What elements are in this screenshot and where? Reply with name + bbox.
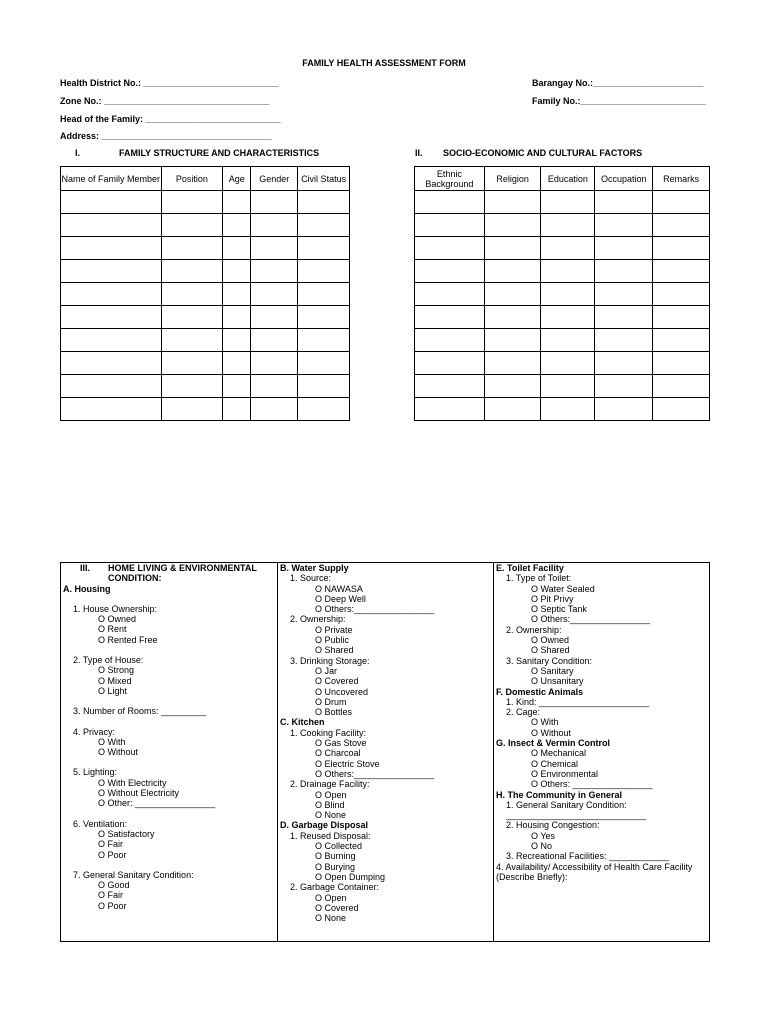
table-cell[interactable] <box>595 260 653 283</box>
checkbox-option[interactable]: O None <box>315 913 347 924</box>
table-cell[interactable] <box>541 329 595 352</box>
checkbox-option[interactable]: O Gas Stove <box>315 738 367 749</box>
table-cell[interactable] <box>595 306 653 329</box>
checkbox-option[interactable]: O Water Sealed <box>531 583 595 594</box>
table-cell[interactable] <box>541 283 595 306</box>
table-cell[interactable] <box>415 260 485 283</box>
table-cell[interactable] <box>223 260 251 283</box>
section2-number: II. <box>415 148 423 158</box>
checkbox-option[interactable]: O Owned <box>531 635 570 646</box>
table-cell[interactable] <box>415 352 485 375</box>
table-cell[interactable] <box>251 352 298 375</box>
table-cell[interactable] <box>541 191 595 214</box>
checkbox-option[interactable]: O Covered <box>315 676 359 687</box>
checkbox-option[interactable]: O Drum <box>315 696 347 707</box>
table-cell[interactable] <box>161 283 223 306</box>
table-cell[interactable] <box>595 237 653 260</box>
barangay-field[interactable]: Barangay No.:______________________ <box>532 78 704 88</box>
table-cell[interactable] <box>161 214 223 237</box>
table-cell[interactable] <box>223 352 251 375</box>
table-cell[interactable] <box>541 398 595 421</box>
question-item: 2. Drainage Facility: <box>290 779 370 790</box>
table-cell[interactable] <box>653 237 710 260</box>
table-cell[interactable] <box>161 237 223 260</box>
column-header: Position <box>161 167 223 191</box>
section2-heading <box>415 148 642 158</box>
table-row <box>415 329 710 352</box>
table-cell[interactable] <box>653 375 710 398</box>
table-row <box>61 398 350 421</box>
checkbox-option[interactable]: O Rent <box>98 624 127 635</box>
subsection-heading: D. Garbage Disposal <box>280 820 369 831</box>
subsection-heading: F. Domestic Animals <box>496 686 584 697</box>
table-cell[interactable] <box>653 191 710 214</box>
table-cell[interactable] <box>484 329 541 352</box>
table-cell[interactable] <box>223 329 251 352</box>
socio-economic-table <box>414 166 710 421</box>
zone-field[interactable]: Zone No.: _________________________________ <box>60 96 270 106</box>
checkbox-option[interactable]: O NAWASA <box>315 583 363 594</box>
table-cell[interactable] <box>484 306 541 329</box>
question-item: 1. Source: <box>290 573 332 584</box>
table-cell[interactable] <box>541 306 595 329</box>
question-item: 2. Type of House: <box>73 655 144 666</box>
table-cell[interactable] <box>298 214 350 237</box>
checkbox-option[interactable]: O Covered <box>315 902 359 913</box>
table-cell[interactable] <box>541 375 595 398</box>
table-cell[interactable] <box>161 306 223 329</box>
table-cell[interactable] <box>61 398 162 421</box>
question-item: 3. Drinking Storage: <box>290 655 370 666</box>
table-cell[interactable] <box>484 214 541 237</box>
checkbox-option[interactable]: O Light <box>98 685 128 696</box>
checkbox-option[interactable]: O Private <box>315 624 353 635</box>
checkbox-option[interactable]: O Yes <box>531 830 556 841</box>
question-item: 3. Number of Rooms: _________ <box>73 706 207 717</box>
checkbox-option[interactable]: O Public <box>315 635 350 646</box>
question-item: 6. Ventilation: <box>73 818 128 829</box>
spacer <box>63 860 275 870</box>
subsection-heading: E. Toilet Facility <box>496 563 564 573</box>
checkbox-option[interactable]: O Other: ________________ <box>98 798 216 809</box>
checkbox-option[interactable]: O Collected <box>315 841 363 852</box>
table-row <box>61 237 350 260</box>
family-structure-table <box>60 166 350 421</box>
table-row <box>61 260 350 283</box>
table-row <box>415 398 710 421</box>
table-cell[interactable] <box>251 283 298 306</box>
checkbox-option[interactable]: O Chemical <box>531 758 579 769</box>
table-row <box>415 260 710 283</box>
checkbox-option[interactable]: O Others:________________ <box>531 614 651 625</box>
table-cell[interactable] <box>298 375 350 398</box>
table-cell[interactable] <box>484 191 541 214</box>
table-row <box>415 237 710 260</box>
checkbox-option[interactable]: O Mixed <box>98 675 132 686</box>
subsection-heading: G. Insect & Vermin Control <box>496 738 611 749</box>
table-cell[interactable] <box>251 306 298 329</box>
table-row <box>415 283 710 306</box>
checkbox-option[interactable]: O Bottles <box>315 707 353 718</box>
spacer <box>63 717 275 727</box>
column-header: Ethnic Background <box>415 167 485 191</box>
checkbox-option[interactable]: O Strong <box>98 665 135 676</box>
checkbox-option[interactable]: O Others:________________ <box>315 604 435 615</box>
checkbox-option[interactable]: O Burying <box>315 861 356 872</box>
checkbox-option[interactable]: O Environmental <box>531 768 599 779</box>
column-header: Age <box>223 167 251 191</box>
section3-title-line2: CONDITION: <box>108 573 162 584</box>
checkbox-option[interactable]: O No <box>531 841 553 852</box>
checkbox-option[interactable]: O None <box>315 810 347 821</box>
table-cell[interactable] <box>298 398 350 421</box>
table-cell[interactable] <box>415 191 485 214</box>
table-cell[interactable] <box>484 398 541 421</box>
checkbox-option[interactable]: O Others:________________ <box>315 768 435 779</box>
table-cell[interactable] <box>223 237 251 260</box>
table-cell[interactable] <box>484 260 541 283</box>
question-item: 4. Availability/ Accessibility of Health Care Facility <box>496 861 693 872</box>
table-cell[interactable] <box>653 283 710 306</box>
table-cell[interactable] <box>251 237 298 260</box>
table-cell[interactable] <box>223 398 251 421</box>
section1-heading <box>75 148 319 158</box>
table-cell[interactable] <box>653 306 710 329</box>
table-cell[interactable] <box>223 306 251 329</box>
table-cell[interactable] <box>251 375 298 398</box>
table-cell[interactable] <box>415 283 485 306</box>
checkbox-option[interactable]: O Owned <box>98 614 137 625</box>
table-cell[interactable] <box>298 352 350 375</box>
head-of-family-field[interactable]: Head of the Family: ___________________________ <box>60 114 281 124</box>
column-header: Civil Status <box>298 167 350 191</box>
table-cell[interactable] <box>298 306 350 329</box>
table-cell[interactable] <box>161 329 223 352</box>
column-header: Occupation <box>595 167 653 191</box>
table-cell[interactable] <box>251 260 298 283</box>
checkbox-option[interactable]: O Unsanitary <box>531 676 584 687</box>
question-item: 2. Cage: <box>506 707 541 718</box>
question-item: 1. Kind: ______________________ <box>506 696 650 707</box>
table-cell[interactable] <box>595 352 653 375</box>
question-item: 3. Recreational Facilities: ____________ <box>506 851 670 862</box>
table-cell[interactable] <box>298 191 350 214</box>
address-field[interactable]: Address: __________________________________ <box>60 131 272 141</box>
checkbox-option[interactable]: O Fair <box>98 890 124 901</box>
table-cell[interactable] <box>415 306 485 329</box>
checkbox-option[interactable]: O Shared <box>531 645 570 656</box>
column-header: Remarks <box>653 167 710 191</box>
question-item: 2. Garbage Container: <box>290 882 380 893</box>
table-cell[interactable] <box>653 329 710 352</box>
checkbox-option[interactable]: O With Electricity <box>98 777 167 788</box>
table-cell[interactable] <box>541 214 595 237</box>
table-cell[interactable] <box>595 375 653 398</box>
section3-title-line1: HOME LIVING & ENVIRONMENTAL <box>108 563 257 573</box>
column-header: Education <box>541 167 595 191</box>
subsection-heading: A. Housing <box>63 583 111 594</box>
subsection-heading: B. Water Supply <box>280 563 349 573</box>
table-cell[interactable] <box>541 352 595 375</box>
table-cell[interactable] <box>595 214 653 237</box>
table-cell[interactable] <box>484 283 541 306</box>
table-row <box>61 191 350 214</box>
question-item: 7. General Sanitary Condition: <box>73 869 194 880</box>
column-housing <box>63 563 275 911</box>
table-cell[interactable] <box>484 237 541 260</box>
checkbox-option[interactable]: O Without Electricity <box>98 788 180 799</box>
checkbox-option[interactable]: O Electric Stove <box>315 758 380 769</box>
table-row <box>61 306 350 329</box>
table-cell[interactable] <box>223 375 251 398</box>
column-toilet-animals-community <box>496 563 709 882</box>
question-item: 1. General Sanitary Condition: <box>506 799 627 810</box>
table-row <box>61 329 350 352</box>
checkbox-option[interactable]: O Good <box>98 880 130 891</box>
question-item: 2. Housing Congestion: <box>506 820 600 831</box>
table-cell[interactable] <box>251 214 298 237</box>
table-cell[interactable] <box>298 283 350 306</box>
checkbox-option[interactable]: O Others: ________________ <box>531 779 653 790</box>
question-item: 1. Cooking Facility: <box>290 727 367 738</box>
table-cell[interactable] <box>61 214 162 237</box>
checkbox-option[interactable]: O Charcoal <box>315 748 361 759</box>
table-cell[interactable] <box>595 191 653 214</box>
health-district-field[interactable]: Health District No.: ___________________________ <box>60 78 279 88</box>
checkbox-option[interactable]: O Open <box>315 789 347 800</box>
table-cell[interactable] <box>61 237 162 260</box>
table-row <box>61 352 350 375</box>
table-cell[interactable] <box>415 214 485 237</box>
spacer <box>63 809 275 819</box>
table-row <box>415 191 710 214</box>
section3-number: III. <box>80 563 91 573</box>
column-water-kitchen-garbage <box>280 563 490 923</box>
checkbox-option[interactable]: O Deep Well <box>315 593 366 604</box>
table-cell[interactable] <box>595 283 653 306</box>
table-cell[interactable] <box>61 306 162 329</box>
table-cell[interactable] <box>61 260 162 283</box>
table-cell[interactable] <box>484 375 541 398</box>
checkbox-option[interactable]: O Mechanical <box>531 748 587 759</box>
question-item: (Describe Briefly): <box>496 871 568 882</box>
checkbox-option[interactable]: O With <box>98 736 126 747</box>
table-cell[interactable] <box>251 191 298 214</box>
checkbox-option[interactable]: O Open <box>315 892 347 903</box>
question-item: 4. Privacy: <box>73 726 116 737</box>
column-divider <box>277 563 278 941</box>
question-item: 5. Lighting: <box>73 767 118 778</box>
table-cell[interactable] <box>595 329 653 352</box>
table-cell[interactable] <box>298 329 350 352</box>
table-cell[interactable] <box>298 237 350 260</box>
table-cell[interactable] <box>161 375 223 398</box>
table-cell[interactable] <box>223 214 251 237</box>
checkbox-option[interactable]: O Without <box>531 727 572 738</box>
table-cell[interactable] <box>541 237 595 260</box>
checkbox-option[interactable]: O Rented Free <box>98 634 158 645</box>
table-cell[interactable] <box>653 398 710 421</box>
table-cell[interactable] <box>653 352 710 375</box>
table-cell[interactable] <box>653 214 710 237</box>
table-cell[interactable] <box>484 352 541 375</box>
question-item: 3. Sanitary Condition: <box>506 655 593 666</box>
checkbox-option[interactable]: O Jar <box>315 665 338 676</box>
form-title: FAMILY HEALTH ASSESSMENT FORM <box>302 58 466 68</box>
spacer <box>63 594 275 604</box>
column-header: Name of Family Member <box>61 167 162 191</box>
column-divider <box>493 563 494 941</box>
table-cell[interactable] <box>161 260 223 283</box>
table-cell[interactable] <box>415 237 485 260</box>
spacer <box>63 645 275 655</box>
home-living-environmental-box <box>60 562 710 942</box>
table-cell[interactable] <box>541 260 595 283</box>
table-cell[interactable] <box>61 352 162 375</box>
section1-number: I. <box>75 148 81 158</box>
question-item: 1. House Ownership: <box>73 603 158 614</box>
spacer <box>63 696 275 706</box>
checkbox-option[interactable]: O Burning <box>315 851 356 862</box>
question-item: 1. Reused Disposal: <box>290 830 371 841</box>
checkbox-option[interactable]: O Pit Privy <box>531 593 574 604</box>
column-header: Religion <box>484 167 541 191</box>
column-header: Gender <box>251 167 298 191</box>
question-item: 2. Ownership: <box>290 614 346 625</box>
question-item: ____________________________ <box>506 810 647 821</box>
checkbox-option[interactable]: O Without <box>98 747 139 758</box>
checkbox-option[interactable]: O Poor <box>98 849 127 860</box>
section3-heading <box>63 563 275 573</box>
subsection-heading: C. Kitchen <box>280 717 325 728</box>
table-cell[interactable] <box>251 398 298 421</box>
table-cell[interactable] <box>595 398 653 421</box>
checkbox-option[interactable]: O Uncovered <box>315 686 369 697</box>
table-cell[interactable] <box>415 329 485 352</box>
table-row <box>61 214 350 237</box>
table-cell[interactable] <box>61 191 162 214</box>
table-cell[interactable] <box>415 398 485 421</box>
table-row <box>415 352 710 375</box>
checkbox-option[interactable]: O Shared <box>315 645 354 656</box>
table-cell[interactable] <box>223 283 251 306</box>
spacer <box>63 757 275 767</box>
table-row <box>61 375 350 398</box>
subsection-heading: H. The Community in General <box>496 789 623 800</box>
checkbox-option[interactable]: O Blind <box>315 799 345 810</box>
checkbox-option[interactable]: O Septic Tank <box>531 604 587 615</box>
checkbox-option[interactable]: O Sanitary <box>531 665 574 676</box>
table-cell[interactable] <box>61 329 162 352</box>
checkbox-option[interactable]: O Open Dumping <box>315 871 386 882</box>
table-cell[interactable] <box>61 283 162 306</box>
family-no-field[interactable]: Family No.:_________________________ <box>532 96 706 106</box>
table-cell[interactable] <box>161 398 223 421</box>
table-cell[interactable] <box>161 352 223 375</box>
table-row <box>61 283 350 306</box>
table-cell[interactable] <box>653 260 710 283</box>
table-row <box>415 375 710 398</box>
table-cell[interactable] <box>223 191 251 214</box>
table-cell[interactable] <box>415 375 485 398</box>
table-cell[interactable] <box>251 329 298 352</box>
checkbox-option[interactable]: O Fair <box>98 839 124 850</box>
checkbox-option[interactable]: O With <box>531 717 559 728</box>
question-item: 1. Type of Toilet: <box>506 573 572 584</box>
table-row <box>415 214 710 237</box>
table-row <box>415 306 710 329</box>
section1-title: FAMILY STRUCTURE AND CHARACTERISTICS <box>119 148 320 158</box>
section2-title: SOCIO-ECONOMIC AND CULTURAL FACTORS <box>443 148 643 158</box>
checkbox-option[interactable]: O Satisfactory <box>98 828 155 839</box>
table-cell[interactable] <box>161 191 223 214</box>
checkbox-option[interactable]: O Poor <box>98 900 127 911</box>
table-cell[interactable] <box>61 375 162 398</box>
question-item: 2. Ownership: <box>506 624 562 635</box>
table-cell[interactable] <box>298 260 350 283</box>
